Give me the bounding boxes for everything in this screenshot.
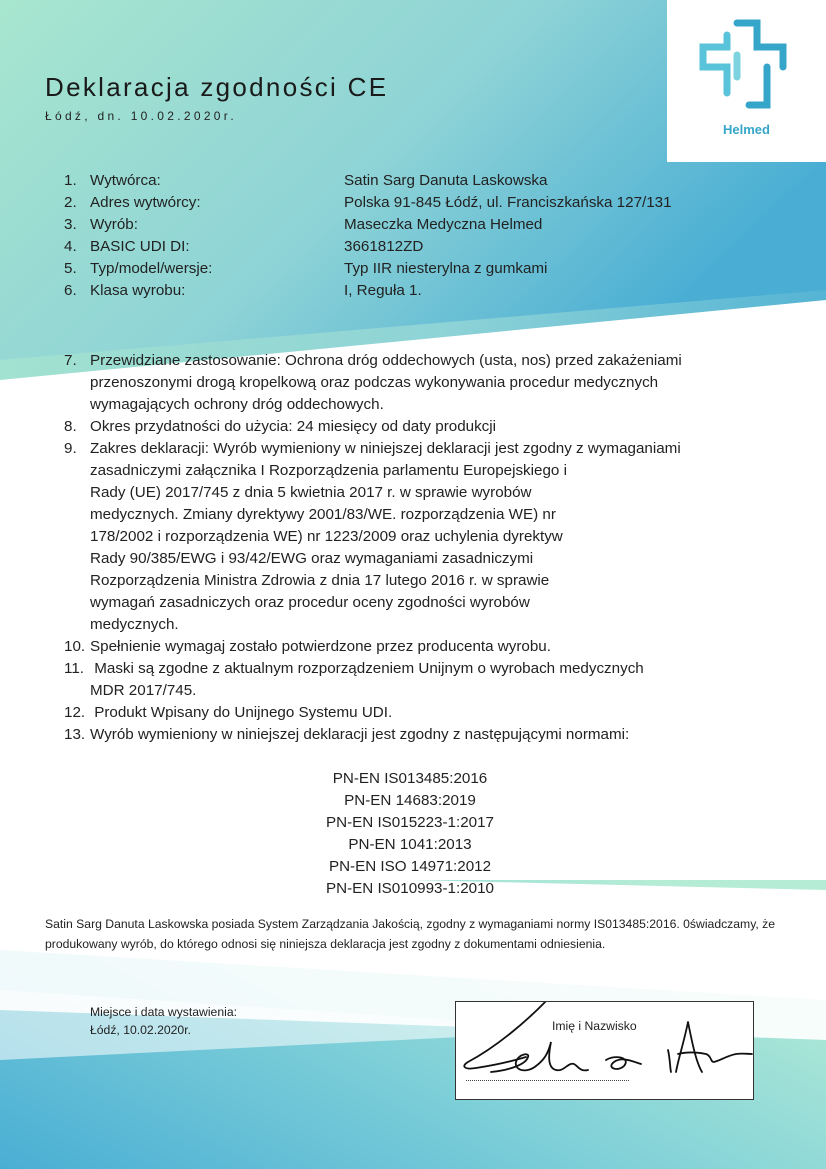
item-text-line: zasadniczymi załącznika I Rozporządzenia parlamentu Europejskiego i <box>90 462 567 479</box>
issue-date: Łódź, dn. 10.02.2020r. <box>45 109 238 123</box>
item-text-line: Spełnienie wymagaj zostało potwierdzone przez producenta wyrobu. <box>90 638 551 655</box>
standard-item: PN-EN IS013485:2016 <box>332 770 488 787</box>
page-title: Deklaracja zgodności CE <box>45 72 389 102</box>
info-number: 5. <box>64 260 77 277</box>
item-text-line: Okres przydatności do użycia: 24 miesięcy od daty produkcji <box>90 418 497 435</box>
item-text-line: Wyrób wymieniony w niniejszej deklaracji jest zgodny z następującymi normami: <box>90 726 630 743</box>
info-label: Wyrób: <box>90 216 138 233</box>
footer-statement: Satin Sarg Danuta Laskowska posiada System Zarządzania Jakością, zgodny z wymaganiami normy IS013485:2016. 0świadczamy, że produkowany wyrób, do którego odnosi się niniejsza deklaracja jest zgodny z dokumentami odniesienia. <box>45 917 776 951</box>
item-text-line: Rady 90/385/EWG i 93/42/EWG oraz wymaganiami zasadniczymi <box>90 550 534 567</box>
item-text-line: medycznych. Zmiany dyrektywy 2001/83/WE. rozporządzenia WE) nr <box>90 506 556 523</box>
info-label: BASIC UDI DI: <box>90 238 190 255</box>
signature-label: Imię i Nazwisko <box>552 1019 637 1033</box>
item-text-line: Zakres deklaracji: Wyrób wymieniony w niniejszej deklaracji jest zgodny z wymaganiami <box>90 440 681 457</box>
item-text-line: 178/2002 i rozporządzenia WE) nr 1223/2009 oraz uchylenia dyrektyw <box>90 528 563 545</box>
place-value: Łódź, 10.02.2020r. <box>90 1023 191 1037</box>
logo <box>667 0 826 162</box>
info-label: Typ/model/wersje: <box>90 260 213 277</box>
medical-cross-icon <box>697 15 797 115</box>
standard-item: PN-EN IS010993-1:2010 <box>325 880 494 897</box>
item-number: 13. <box>64 726 86 743</box>
standard-item: PN-EN IS015223-1:2017 <box>325 814 494 831</box>
item-number: 10. <box>64 638 86 655</box>
standard-item: PN-EN 14683:2019 <box>344 792 476 809</box>
item-text-line: medycznych. <box>90 616 179 633</box>
item-text-line: MDR 2017/745. <box>90 682 197 699</box>
item-text-line: Produkt Wpisany do Unijnego Systemu UDI. <box>90 704 393 721</box>
standard-item: PN-EN ISO 14971:2012 <box>328 858 492 875</box>
item-number: 7. <box>64 352 77 369</box>
item-number: 9. <box>64 440 77 457</box>
info-value: Polska 91-845 Łódź, ul. Franciszkańska 127/131 <box>344 194 672 211</box>
info-number: 2. <box>64 194 77 211</box>
info-number: 1. <box>64 172 77 189</box>
item-text-line: przenoszonymi drogą kropelkową oraz podczas wykonywania procedur medycznych <box>90 374 659 391</box>
item-text-line: wymagań zasadniczych oraz procedur oceny zgodności wyrobów <box>90 594 530 611</box>
item-number: 11. <box>64 660 84 677</box>
info-value: Maseczka Medyczna Helmed <box>344 216 543 233</box>
info-value: Satin Sarg Danuta Laskowska <box>344 172 548 189</box>
info-value: I, Reguła 1. <box>344 282 422 299</box>
handwritten-signature <box>456 1002 753 1099</box>
info-number: 3. <box>64 216 77 233</box>
info-label: Wytwórca: <box>90 172 161 189</box>
item-text-line: wymagających ochrony dróg oddechowych. <box>90 396 384 413</box>
item-text-line: Przewidziane zastosowanie: Ochrona dróg oddechowych (usta, nos) przed zakażeniami <box>90 352 682 369</box>
item-text-line: Rady (UE) 2017/745 z dnia 5 kwietnia 2017 r. w sprawie wyrobów <box>90 484 532 501</box>
place-label: Miejsce i data wystawienia: <box>90 1005 237 1019</box>
info-value: 3661812ZD <box>344 238 424 255</box>
item-text-line: Maski są zgodne z aktualnym rozporządzeniem Unijnym o wyrobach medycznych <box>90 660 644 677</box>
info-label: Adres wytwórcy: <box>90 194 201 211</box>
info-number: 4. <box>64 238 77 255</box>
info-label: Klasa wyrobu: <box>90 282 186 299</box>
item-text-line: Rozporządzenia Ministra Zdrowia z dnia 17 lutego 2016 r. w sprawie <box>90 572 550 589</box>
place-and-date <box>90 1003 237 1039</box>
logo-text: Helmed <box>723 122 770 137</box>
standard-item: PN-EN 1041:2013 <box>348 836 472 853</box>
info-value: Typ IIR niesterylna z gumkami <box>344 260 548 277</box>
signature-box <box>455 1001 754 1100</box>
item-number: 12. <box>64 704 86 721</box>
info-number: 6. <box>64 282 77 299</box>
item-number: 8. <box>64 418 77 435</box>
